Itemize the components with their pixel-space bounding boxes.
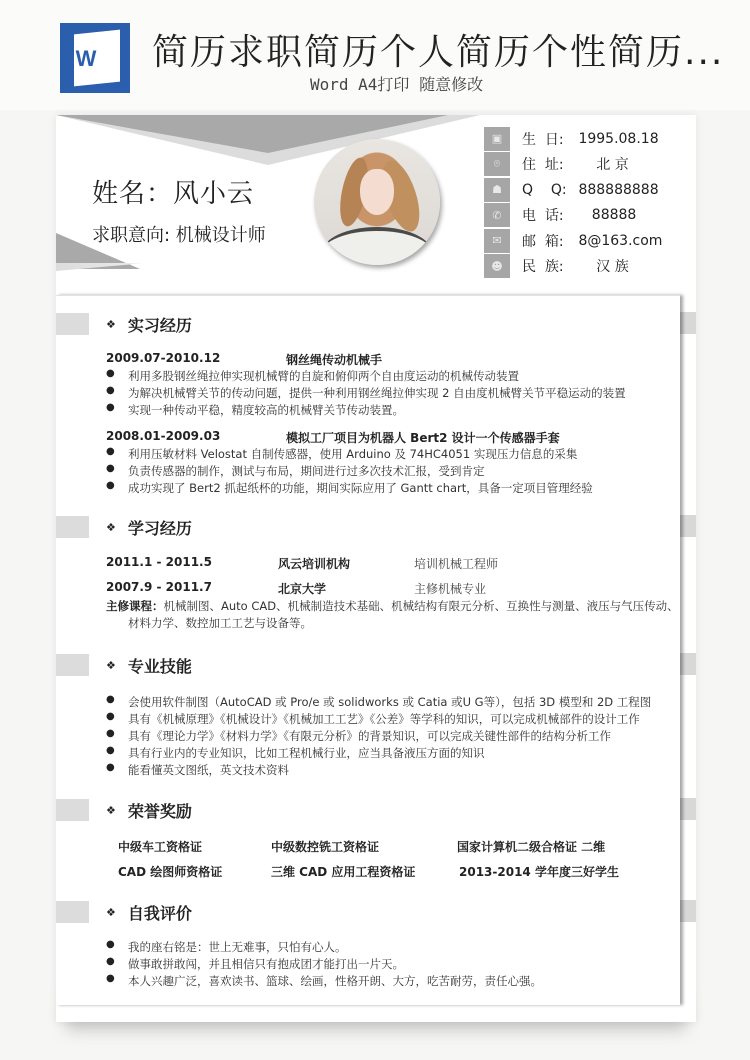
diamond-marker-icon: ❖: [106, 318, 116, 331]
contact-value: 88888: [574, 207, 637, 224]
people-icon: ☻: [484, 254, 510, 278]
section-band-left: [56, 516, 89, 538]
word-icon: [60, 23, 130, 93]
bullet-icon: ●: [106, 728, 115, 739]
section-band-left: [56, 313, 89, 335]
list-item: [106, 385, 626, 401]
candidate-name: 姓名：风小云: [92, 179, 255, 209]
list-item: [106, 762, 289, 778]
contact-label: Q Q:: [522, 181, 567, 198]
entry-date: 2008.01-2009.03: [106, 429, 221, 443]
section-band-right: [680, 653, 696, 675]
contact-value: 8@163.com: [574, 232, 663, 249]
contact-label: 电 话:: [522, 208, 564, 225]
bullet-icon: ●: [106, 694, 115, 705]
document-subtitle: Word A4打印 随意修改: [310, 75, 484, 94]
section-title-awards: [106, 799, 192, 822]
award-item: 2013-2014 学年度三好学生: [459, 865, 619, 879]
section-band-right: [680, 515, 696, 537]
diamond-marker-icon: ❖: [106, 521, 116, 534]
entry-project: 模拟工厂项目为机器人 Bert2 设计一个传感器手套: [286, 431, 560, 445]
bullet-text: 负责传感器的制作，测试与布局，期间进行过多次技术汇报，受到肯定: [128, 464, 485, 478]
mail-icon: ✉: [484, 229, 510, 253]
section-title-skills: [106, 654, 192, 677]
section-band-right: [680, 900, 696, 922]
avatar: [314, 139, 440, 265]
resume-page: [56, 115, 696, 1022]
calendar-icon: ▣: [484, 127, 510, 151]
list-item: [106, 973, 542, 989]
entry-date: 2007.9 - 2011.7: [106, 580, 212, 594]
bullet-text: 具有《机械原理》《机械设计》《机械加工工艺》《公差》等学科的知识，可以完成机械部件的设计工作: [128, 712, 640, 726]
section-band-right: [680, 312, 696, 334]
contact-birthday: [484, 126, 684, 152]
section-band-left: [56, 799, 89, 821]
contact-value: 888888888: [574, 181, 659, 198]
section-title-text: 专业技能: [127, 657, 192, 676]
avatar-shoulders: [322, 227, 432, 265]
contact-email: [484, 228, 684, 254]
award-item: CAD 绘图师资格证: [118, 865, 223, 879]
bullet-text: 利用多股钢丝绳拉伸实现机械臂的自旋和俯仰两个自由度运动的机械传动装置: [128, 369, 519, 383]
preview-banner: [0, 0, 750, 110]
bullet-icon: ●: [106, 385, 115, 396]
list-item: [106, 463, 485, 479]
bullet-icon: ●: [106, 368, 115, 379]
contact-ethnicity: [484, 254, 684, 280]
contact-address: [484, 152, 684, 178]
entry-date: 2009.07-2010.12: [106, 351, 221, 365]
contact-label: 邮 箱:: [522, 233, 564, 250]
avatar-face: [360, 169, 394, 215]
section-title-internship: [106, 313, 192, 336]
bullet-icon: ●: [106, 711, 115, 722]
contact-label: 住 址:: [522, 157, 564, 174]
section-band-left: [56, 901, 89, 923]
contact-qq: [484, 177, 684, 203]
word-icon-letter: W: [75, 46, 97, 71]
section-title-education: [106, 516, 192, 539]
list-item: [106, 728, 611, 744]
courses-line: [106, 598, 679, 614]
section-title-text: 荣誉奖励: [127, 802, 192, 821]
entry-major: 主修机械专业: [414, 582, 487, 596]
list-item: [106, 711, 640, 727]
list-item: [106, 745, 485, 761]
document-title: 简历求职简历个人简历个性简历...: [152, 32, 725, 73]
bullet-icon: ●: [106, 973, 115, 984]
list-item: [106, 402, 404, 418]
content-card: [56, 295, 680, 1005]
courses-text: 机械制图、Auto CAD、机械制造技术基础、机械结构有限元分析、互换性与测量、液压与气压传动、: [163, 599, 679, 613]
diamond-marker-icon: ❖: [106, 804, 116, 817]
bullet-icon: ●: [106, 956, 115, 967]
courses-text-continued: 材料力学、数控加工工艺与设备等。: [128, 616, 312, 630]
bullet-icon: ●: [106, 402, 115, 413]
section-band-left: [56, 654, 89, 676]
contact-info: [484, 126, 684, 279]
bullet-icon: ●: [106, 480, 115, 491]
entry-major: 培训机械工程师: [414, 557, 499, 571]
qq-penguin-icon: ☗: [484, 178, 510, 202]
bullet-text: 成功实现了 Bert2 抓起纸杯的功能，期间实际应用了 Gantt chart，具备一定项目管理经验: [128, 481, 593, 495]
bullet-icon: ●: [106, 939, 115, 950]
contact-value: 汉 族: [574, 259, 629, 276]
diamond-marker-icon: ❖: [106, 906, 116, 919]
entry-school: 风云培训机构: [278, 557, 351, 571]
section-title-text: 自我评价: [127, 904, 192, 923]
bullet-text: 做事敢拼敢闯，并且相信只有抱成团才能打出一片天。: [128, 957, 404, 971]
section-band-right: [680, 798, 696, 820]
list-item: [106, 480, 593, 496]
entry-school: 北京大学: [278, 582, 327, 596]
contact-phone: [484, 203, 684, 229]
courses-label: 主修课程：: [106, 599, 164, 613]
bullet-text: 能看懂英文图纸，英文技术资料: [128, 763, 289, 777]
bullet-text: 具有《理论力学》《材料力学》《有限元分析》的背景知识，可以完成关键性部件的结构分析工作: [128, 729, 611, 743]
contact-value: 1995.08.18: [574, 130, 659, 147]
bullet-text: 具有行业内的专业知识，比如工程机械行业，应当具备液压方面的知识: [128, 746, 485, 760]
bullet-icon: ●: [106, 745, 115, 756]
education-entry: [106, 580, 487, 596]
contact-value: 北 京: [574, 157, 629, 174]
phone-icon: ✆: [484, 203, 510, 227]
entry-date: 2011.1 - 2011.5: [106, 555, 212, 569]
list-item: [106, 939, 347, 955]
section-title-self-evaluation: [106, 901, 192, 924]
internship-entry-header: [106, 351, 383, 367]
award-item: 中级数控铣工资格证: [271, 840, 380, 854]
section-title-text: 学习经历: [127, 519, 192, 538]
bullet-text: 为解决机械臂关节的传动问题，提供一种利用钢丝绳拉伸实现 2 自由度机械臂关节平稳运动的装置: [128, 386, 626, 400]
education-entry: [106, 555, 499, 571]
bullet-text: 会使用软件制图（AutoCAD 或 Pro/e 或 solidworks 或 Catia 或U G等），包括 3D 模型和 2D 工程图: [128, 695, 652, 709]
bullet-icon: ●: [106, 446, 115, 457]
job-intent: 求职意向: 机械设计师: [92, 225, 266, 246]
list-item: [106, 956, 404, 972]
entry-project: 钢丝绳传动机械手: [286, 353, 383, 367]
list-item: [106, 694, 651, 710]
list-item: [106, 446, 577, 462]
internship-entry-header: [106, 429, 560, 445]
bullet-text: 实现一种传动平稳，精度较高的机械臂关节传动装置。: [128, 403, 404, 417]
award-item: 中级车工资格证: [118, 840, 203, 854]
bullet-text: 本人兴趣广泛，喜欢读书、篮球、绘画，性格开朗、大方，吃苦耐劳，责任心强。: [128, 974, 542, 988]
location-pin-icon: ⌾: [484, 152, 510, 176]
bullet-icon: ●: [106, 762, 115, 773]
award-item: 国家计算机二级合格证 二维: [457, 840, 606, 854]
contact-label: 民 族:: [522, 259, 564, 276]
bullet-icon: ●: [106, 463, 115, 474]
bullet-text: 我的座右铭是：世上无难事，只怕有心人。: [128, 940, 347, 954]
bullet-text: 利用压敏材料 Velostat 自制传感器，使用 Arduino 及 74HC4051 实现压力信息的采集: [128, 447, 578, 461]
award-item: 三维 CAD 应用工程资格证: [271, 865, 416, 879]
contact-label: 生 日:: [522, 131, 564, 148]
list-item: [106, 368, 519, 384]
diamond-marker-icon: ❖: [106, 659, 116, 672]
section-title-text: 实习经历: [127, 316, 192, 335]
